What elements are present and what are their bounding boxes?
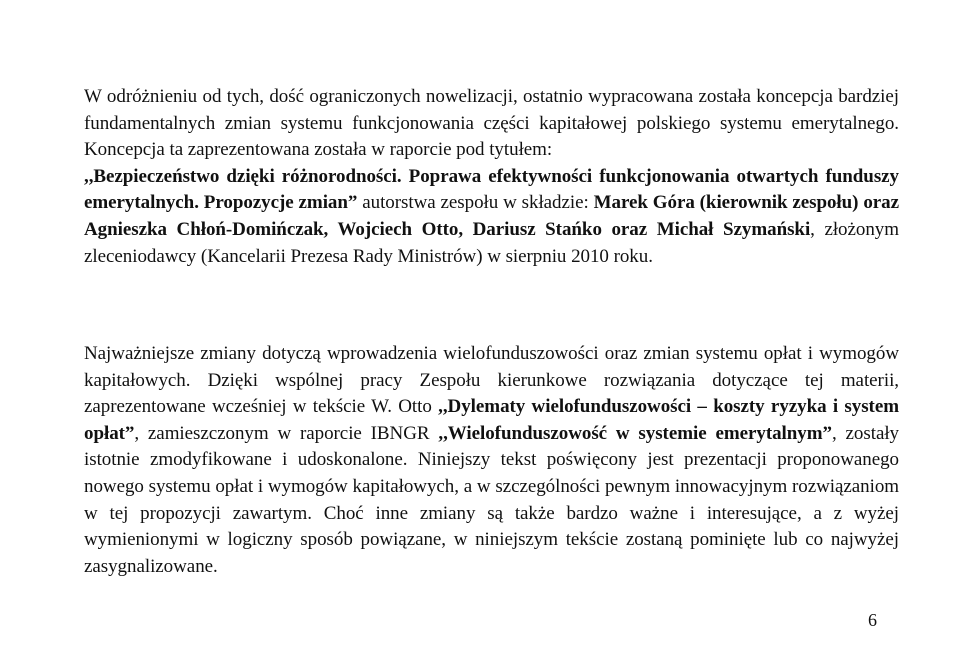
- p2-text-middle: , zamieszczonym w raporcie IBNGR: [134, 422, 439, 444]
- p2-text-ending: , zostały istotnie zmodyfikowane i udoskonalone. Niniejszy tekst poświęcony jest prezentacji proponowanego nowego systemu opłat i wymogów kapitałowych, a w szczególności pewnym innowacyjnym rozwiązaniom w tej propozycji zawartym. Choć inne zmiany są także bardzo ważne i interesujące, a z wyżej wymienionymi w logiczny sposób powiązane, w niniejszym tekście zostaną pominięte lub co najwyżej zasygnalizowane.: [84, 422, 900, 577]
- p2-text-intro: Najważniejsze zmiany dotyczą wprowadzenia wielofunduszowości oraz zmian systemu opłat i wymogów kapitałowych. Dzięki wspólnej pracy Zespołu kierunkowe rozwiązania dotyczące tej materii, zaprezentowane wcześniej w tekście W. Otto: [84, 343, 899, 418]
- p1-report-title: ,,Bezpieczeństwo dzięki różnorodności. Poprawa efektywności funkcjonowania otwartych funduszy emerytalnych. Propozycje zmian”: [84, 165, 899, 214]
- page-number: 6: [868, 610, 877, 630]
- p1-text-ending: , złożonym zleceniodawcy (Kancelarii Prezesa Rady Ministrów) w sierpniu 2010 roku.: [84, 218, 899, 267]
- p1-text-intro: W odróżnieniu od tych, dość ograniczonych nowelizacji, ostatnio wypracowana została koncepcja bardziej fundamentalnych zmian systemu funkcjonowania części kapitałowej polskiego systemu emerytalnego. Koncepcja ta zaprezentowana została w raporcie pod tytułem:: [84, 86, 899, 161]
- p1-text-authors-intro: autorstwa zespołu w składzie:: [357, 192, 594, 214]
- p2-report-title: ,,Wielofunduszowość w systemie emerytalnym”: [438, 422, 832, 444]
- p2-article-title: ,,Dylematy wielofunduszowości – koszty ryzyka i system opłat”: [84, 396, 899, 444]
- p1-author-names: Marek Góra (kierownik zespołu) oraz Agnieszka Chłoń-Domińczak, Wojciech Otto, Dariusz Stańko oraz Michał Szymański: [84, 192, 900, 240]
- paragraph-2: [84, 341, 899, 580]
- paragraph-1: [84, 84, 899, 270]
